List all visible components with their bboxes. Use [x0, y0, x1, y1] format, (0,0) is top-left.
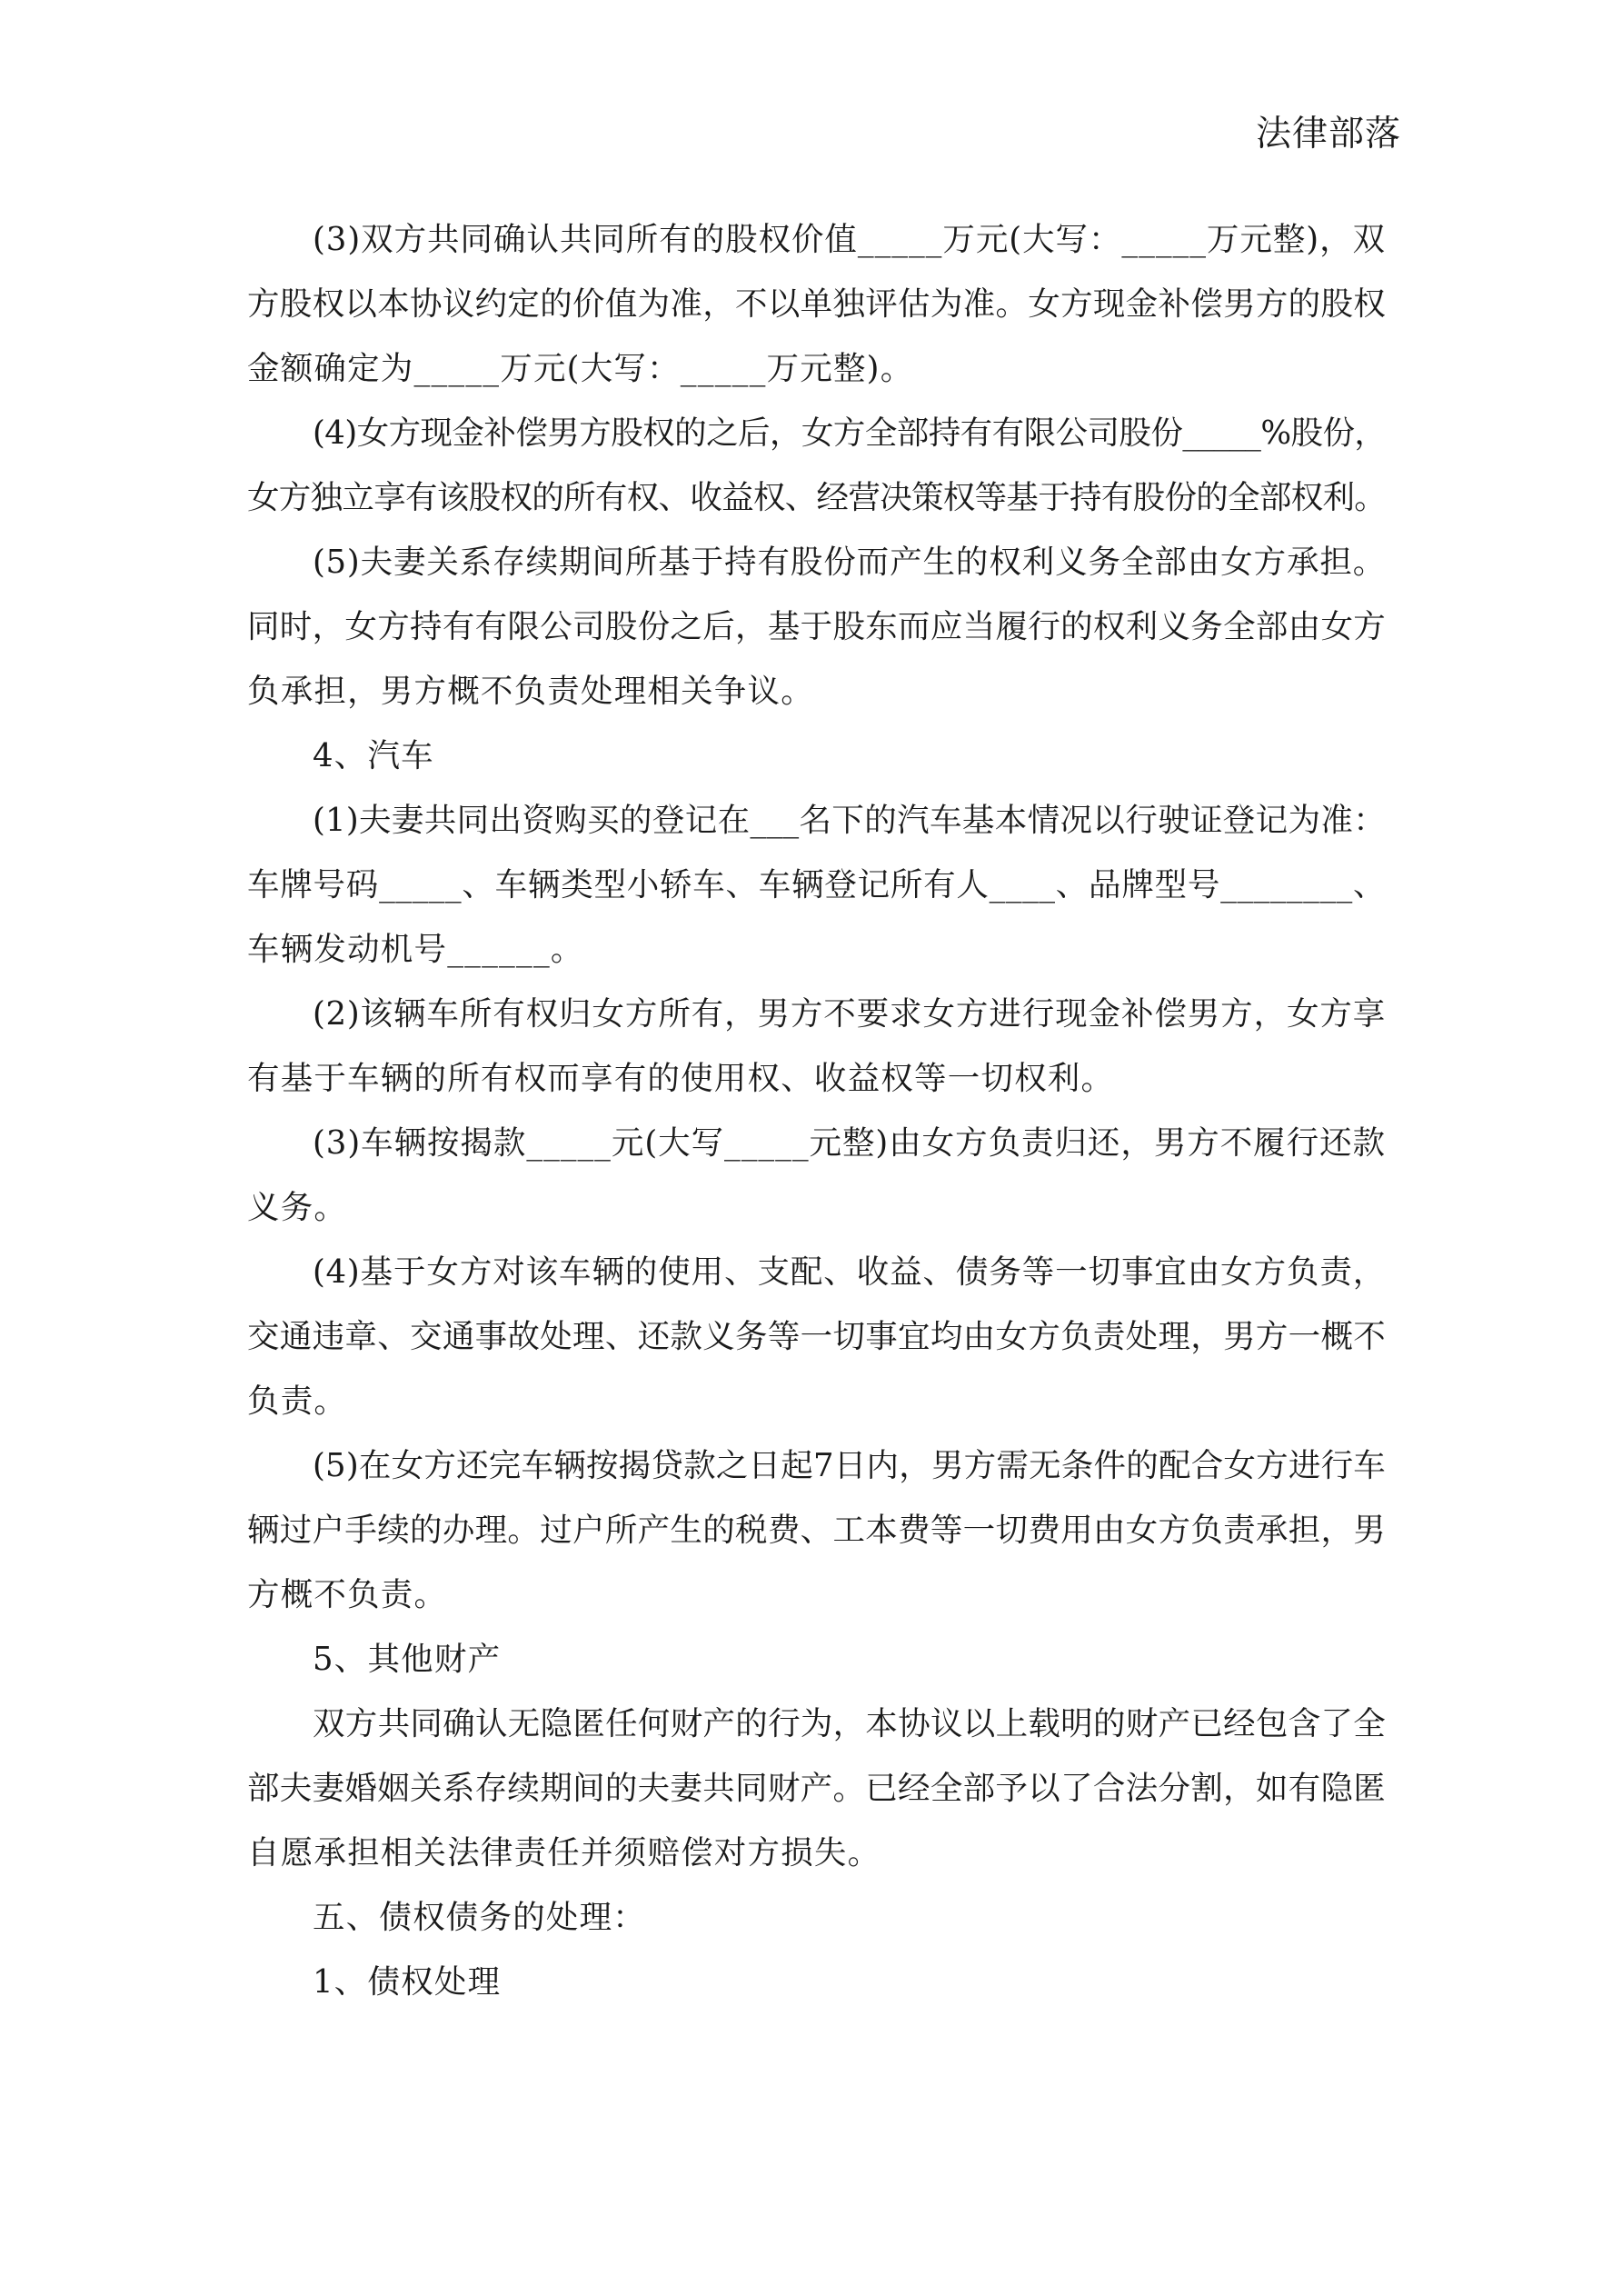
text-line: 车辆发动机号______。 [247, 931, 584, 968]
text-line: 负承担，男方概不负责处理相关争议。 [247, 673, 814, 710]
text-line: 方概不负责。 [247, 1576, 448, 1613]
text-line: 辆过户手续的办理。过户所产生的税费、工本费等一切费用由女方负责承担，男 [247, 1512, 1386, 1549]
document-body [247, 207, 1386, 2014]
text-line: 负责。 [247, 1383, 348, 1420]
text-line: (3)车辆按揭款_____元(大写_____元整)由女方负责归还，男方不履行还款 [313, 1124, 1386, 1162]
text-line: 金额确定为_____万元(大写：_____万元整)。 [247, 350, 914, 387]
text-line: (4)基于女方对该车辆的使用、支配、收益、债务等一切事宜由女方负责， [313, 1253, 1386, 1291]
text-line: 义务。 [247, 1189, 348, 1226]
text-line: 五、债权债务的处理： [313, 1899, 647, 1936]
page-header-brand: 法律部落 [1256, 114, 1402, 155]
text-line: 交通违章、交通事故处理、还款义务等一切事宜均由女方负责处理，男方一概不 [247, 1318, 1386, 1355]
text-line: 方股权以本协议约定的价值为准，不以单独评估为准。女方现金补偿男方的股权 [247, 285, 1386, 323]
text-line: (5)夫妻关系存续期间所基于持有股份而产生的权利义务全部由女方承担。 [313, 544, 1386, 581]
text-line: 女方独立享有该股权的所有权、收益权、经营决策权等基于持有股份的全部权利。 [247, 479, 1386, 516]
text-line: 车牌号码_____、车辆类型小轿车、车辆登记所有人____、品牌型号________、 [247, 866, 1386, 903]
text-line: (1)夫妻共同出资购买的登记在___名下的汽车基本情况以行驶证登记为准： [313, 802, 1386, 839]
text-line: 自愿承担相关法律责任并须赔偿对方损失。 [247, 1834, 881, 1872]
text-line: 部夫妻婚姻关系存续期间的夫妻共同财产。已经全部予以了合法分割，如有隐匿 [247, 1770, 1386, 1807]
text-line: 双方共同确认无隐匿任何财产的行为，本协议以上载明的财产已经包含了全 [313, 1705, 1386, 1742]
text-line: 5、其他财产 [313, 1641, 502, 1678]
text-line: 同时，女方持有有限公司股份之后，基于股东而应当履行的权利义务全部由女方 [247, 608, 1386, 645]
text-line: (2)该辆车所有权归女方所有，男方不要求女方进行现金补偿男方，女方享 [313, 995, 1386, 1033]
text-line: 4、汽车 [313, 737, 434, 774]
text-line: (3)双方共同确认共同所有的股权价值_____万元(大写：_____万元整)，双 [313, 221, 1386, 258]
text-line: 有基于车辆的所有权而享有的使用权、收益权等一切权利。 [247, 1060, 1115, 1097]
text-line: (5)在女方还完车辆按揭贷款之日起7日内，男方需无条件的配合女方进行车 [313, 1447, 1386, 1484]
text-line: 1、债权处理 [313, 1963, 502, 2001]
text-line: (4)女方现金补偿男方股权的之后，女方全部持有有限公司股份_____%股份， [313, 414, 1387, 452]
